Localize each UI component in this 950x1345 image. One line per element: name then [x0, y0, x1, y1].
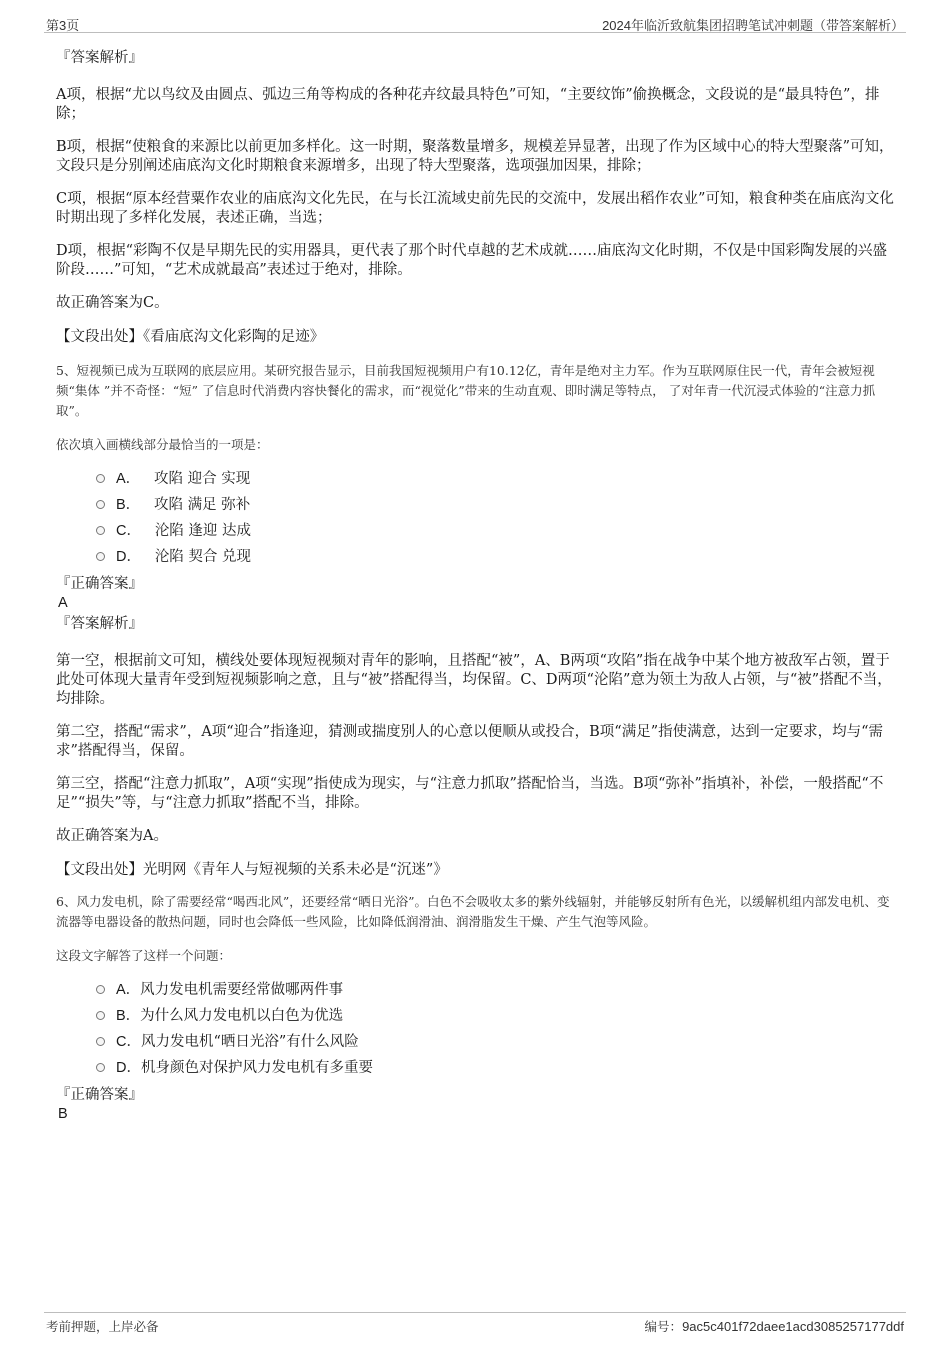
- q6-prompt: 这段文字解答了这样一个问题：: [56, 948, 232, 963]
- radio-icon[interactable]: [96, 552, 105, 561]
- q5-analysis-2: 第二空，搭配“需求”，A项“迎合”指逢迎，猜测或揣度别人的心意以便顺从或投合，B项“满足”指使满意，达到一定要求，均与“需求”搭配得当，保留。: [56, 724, 884, 759]
- radio-icon[interactable]: [96, 1037, 105, 1046]
- q5-analysis-1: 第一空，根据前文可知，横线处要体现短视频对青年的影响，且搭配“被”，A、B两项“攻陷”指在战争中某个地方被敌军占领，置于此处可体现大量青年受到短视频影响之意，且与“被”搭配得当，均保留。C、D两项“沦陷”意为领土为敌人占领，与“被”搭配不当，均排除。: [56, 653, 892, 707]
- q5-options: [96, 466, 896, 570]
- q4-analysis-b: B项，根据“使粮食的来源比以前更加多样化。这一时期，聚落数量增多，规模差异显著，出现了作为区域中心的特大型聚落”可知，文段只是分别阐述庙底沟文化时期粮食来源增多，出现了特大型聚落，选项强加因果，排除；: [56, 139, 894, 174]
- q6-option-d[interactable]: [96, 1055, 896, 1081]
- option-key: D．: [116, 1060, 141, 1076]
- option-key: D．: [116, 549, 141, 565]
- q5-option-b[interactable]: [96, 492, 896, 518]
- q6-answer: B: [58, 1106, 68, 1122]
- q5-prompt: 依次填入画横线部分最恰当的一项是：: [56, 437, 269, 452]
- radio-icon[interactable]: [96, 1063, 105, 1072]
- q4-analysis-c: C项，根据“原本经营粟作农业的庙底沟文化先民，在与长江流域史前先民的交流中，发展出稻作农业”可知，粮食种类在庙底沟文化时期出现了多样化发展，表述正确，当选；: [56, 191, 894, 226]
- option-text: 攻陷 迎合 实现: [154, 471, 251, 487]
- page-footer: [44, 1312, 906, 1337]
- option-key: A．: [116, 471, 141, 487]
- option-key: C．: [116, 1034, 141, 1050]
- q6-stem: 6、风力发电机，除了需要经常“喝西北风”，还要经常“晒日光浴”。白色不会吸收太多的紫外线辐射，并能够反射所有色光，以缓解机组内部发电机、变流器等电器设备的散热问题，同时也会降低一些风险，比如降低润滑油、润滑脂发生干燥、产生气泡等风险。: [56, 894, 890, 929]
- q6-option-a[interactable]: [96, 977, 896, 1003]
- footer-slogan: 考前押题，上岸必备: [46, 1319, 159, 1334]
- q5-option-a[interactable]: [96, 466, 896, 492]
- q4-source: 【文段出处】《看庙底沟文化彩陶的足迹》: [56, 329, 325, 345]
- option-text: 沦陷 逢迎 达成: [154, 523, 252, 539]
- radio-icon[interactable]: [96, 1011, 105, 1020]
- option-text: 风力发电机需要经常做哪两件事: [140, 982, 344, 998]
- option-key: C．: [116, 523, 141, 539]
- option-key: B．: [116, 497, 141, 513]
- q5-answer: A: [58, 595, 68, 611]
- q6-option-c[interactable]: [96, 1029, 896, 1055]
- q4-conclusion: 故正确答案为C。: [56, 295, 169, 311]
- q4-analysis-label: 『答案解析』: [56, 50, 143, 66]
- option-text: 为什么风力发电机以白色为优选: [140, 1008, 344, 1024]
- q6-options: [96, 977, 896, 1081]
- q4-analysis-a: A项，根据“尤以鸟纹及由圆点、弧边三角等构成的各种花卉纹最具特色”可知，“主要纹饰”偷换概念，文段说的是“最具特色”，排除；: [56, 87, 880, 122]
- footer-code: 9ac5c401f72daee1acd3085257177ddf: [682, 1319, 904, 1334]
- radio-icon[interactable]: [96, 526, 105, 535]
- option-text: 机身颜色对保护风力发电机有多重要: [140, 1060, 373, 1076]
- q5-option-d[interactable]: [96, 544, 896, 570]
- q6-answer-label: 『正确答案』: [56, 1087, 143, 1103]
- radio-icon[interactable]: [96, 500, 105, 509]
- page-number: 第3页: [46, 18, 80, 33]
- q5-analysis-3: 第三空，搭配“注意力抓取”，A项“实现”指使成为现实，与“注意力抓取”搭配恰当，当选。B项“弥补”指填补，补偿，一般搭配“不足”“损失”等，与“注意力抓取”搭配不当，排除。: [56, 776, 884, 811]
- radio-icon[interactable]: [96, 985, 105, 994]
- q5-stem: 5、短视频已成为互联网的底层应用。某研究报告显示，目前我国短视频用户有10.12亿，青年是绝对主力军。作为互联网原住民一代，青年会被短视频“集体 ”并不奇怪：“短” 了信息时代消费内容快餐化的需求，而“视觉化”带来的生动直观、即时满足等特点， 了对年青一代沉浸式体验的“注意力抓取”。: [56, 363, 876, 418]
- q5-conclusion: 故正确答案为A。: [56, 828, 168, 844]
- option-text: 风力发电机“晒日光浴”有什么风险: [140, 1034, 359, 1050]
- q5-option-c[interactable]: [96, 518, 896, 544]
- radio-icon[interactable]: [96, 474, 105, 483]
- option-key: B．: [116, 1008, 141, 1024]
- footer-code-label: 编号：: [644, 1319, 683, 1334]
- page-content: [56, 44, 896, 1123]
- q5-answer-label: 『正确答案』: [56, 576, 143, 592]
- option-key: A．: [116, 982, 141, 998]
- option-text: 攻陷 满足 弥补: [154, 497, 251, 513]
- q5-source: 【文段出处】光明网《青年人与短视频的关系未必是“沉迷”》: [56, 862, 448, 878]
- page-header: [44, 12, 906, 33]
- q6-option-b[interactable]: [96, 1003, 896, 1029]
- option-text: 沦陷 契合 兑现: [154, 549, 252, 565]
- footer-code-block: [645, 1317, 904, 1335]
- document-title: 2024年临沂致航集团招聘笔试冲刺题（带答案解析）: [602, 18, 904, 33]
- q4-analysis-d: D项，根据“彩陶不仅是早期先民的实用器具，更代表了那个时代卓越的艺术成就……庙底沟文化时期，不仅是中国彩陶发展的兴盛阶段……”可知，“艺术成就最高”表述过于绝对，排除。: [56, 243, 888, 278]
- q5-analysis-label: 『答案解析』: [56, 616, 143, 632]
